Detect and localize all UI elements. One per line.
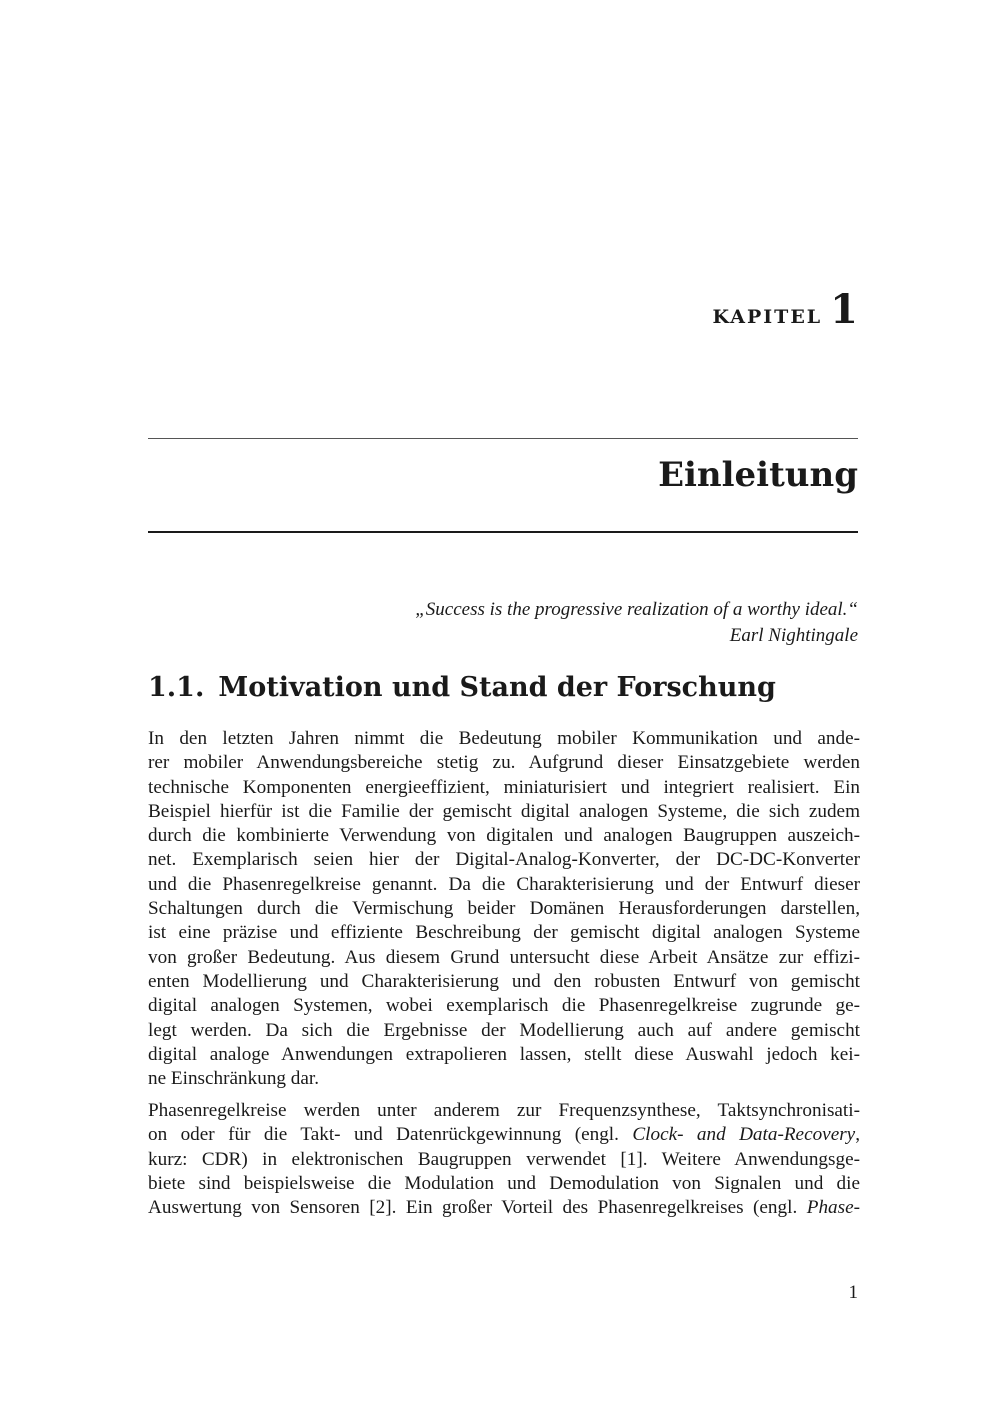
chapter-word: kapitel (712, 299, 823, 330)
paragraph-line: digital analoge Anwendungen extrapolieren lassen, stellt diese Auswahl jedoch kei- (148, 1043, 860, 1065)
paragraph-2 (148, 1099, 860, 1220)
paragraph-line: durch die kombinierte Verwendung von digitalen und analogen Baugruppen auszeich- (148, 825, 860, 847)
section-number: 1.1. (148, 672, 205, 703)
section-heading (148, 672, 776, 703)
paragraph-line: net. Exemplarisch seien hier der Digital-Analog-Konverter, der DC-DC-Konverter (148, 849, 860, 871)
paragraph-line: biete sind beispielsweise die Modulation und Demodulation von Signalen und die (148, 1172, 860, 1194)
paragraph-line (148, 1196, 860, 1220)
paragraph-line: ne Einschränkung dar. (148, 1068, 320, 1090)
section-title: Motivation und Stand der Forschung (218, 672, 776, 703)
page-number: 1 (848, 1282, 858, 1303)
chapter-number: 1 (830, 286, 858, 333)
line-text: , (855, 1124, 860, 1146)
paragraph-line: digital analogen Systemen, wobei exemplarisch die Phasenregelkreise zugrunde ge- (148, 995, 860, 1017)
chapter-label (712, 286, 858, 333)
paragraph-line: legt werden. Da sich die Ergebnisse der Modellierung auch auf andere gemischt (148, 1019, 860, 1041)
epigraph-quote: „Success is the progressive realization of a worthy ideal.“ (415, 599, 858, 620)
paragraph-line: In den letzten Jahren nimmt die Bedeutung mobiler Kommunikation und ande- (148, 728, 860, 749)
chapter-title: Einleitung (658, 455, 858, 495)
paragraph-line (148, 1123, 860, 1147)
paragraph-line: rer mobiler Anwendungsbereiche stetig zu. Aufgrund dieser Einsatzgebiete werden (148, 752, 860, 774)
paragraph-line: Phasenregelkreise werden unter anderem zur Frequenzsynthese, Taktsynchronisati- (148, 1100, 860, 1121)
line-text: Auswertung von Sensoren [2]. Ein großer Vorteil des Phasenregelkreises (engl. (148, 1197, 807, 1219)
paragraph-line: ist eine präzise und effiziente Beschreibung der gemischt digital analogen Systeme (148, 922, 860, 944)
paragraph-line: kurz: CDR) in elektronischen Baugruppen verwendet [1]. Weitere Anwendungsge- (148, 1148, 860, 1170)
epigraph (415, 597, 858, 649)
epigraph-author: Earl Nightingale (729, 625, 858, 646)
paragraph-line: von großer Bedeutung. Aus diesem Grund untersucht diese Arbeit Ansätze zur effizi- (148, 946, 860, 968)
paragraph-1 (148, 727, 860, 1091)
line-text: on oder für die Takt- und Datenrückgewinnung (engl. (148, 1124, 633, 1146)
paragraph-line: und die Phasenregelkreise genannt. Da die Charakterisierung und der Entwurf dieser (148, 873, 860, 895)
paragraph-line: Beispiel hierfür ist die Familie der gemischt digital analogen Systeme, die sich zudem (148, 800, 860, 822)
italic-term: Clock- and Data-Recovery (632, 1124, 856, 1146)
title-rule-bottom (148, 531, 858, 533)
italic-term: Phase- (806, 1197, 860, 1219)
title-rule-top (148, 438, 858, 439)
paragraph-line: Schaltungen durch die Vermischung beider Domänen Herausforderungen darstellen, (148, 898, 860, 920)
paragraph-line: technische Komponenten energieeffizient, miniaturisiert und integriert realisiert. Ein (148, 776, 860, 798)
paragraph-line: enten Modellierung und Charakterisierung und den robusten Entwurf von gemischt (148, 970, 860, 992)
